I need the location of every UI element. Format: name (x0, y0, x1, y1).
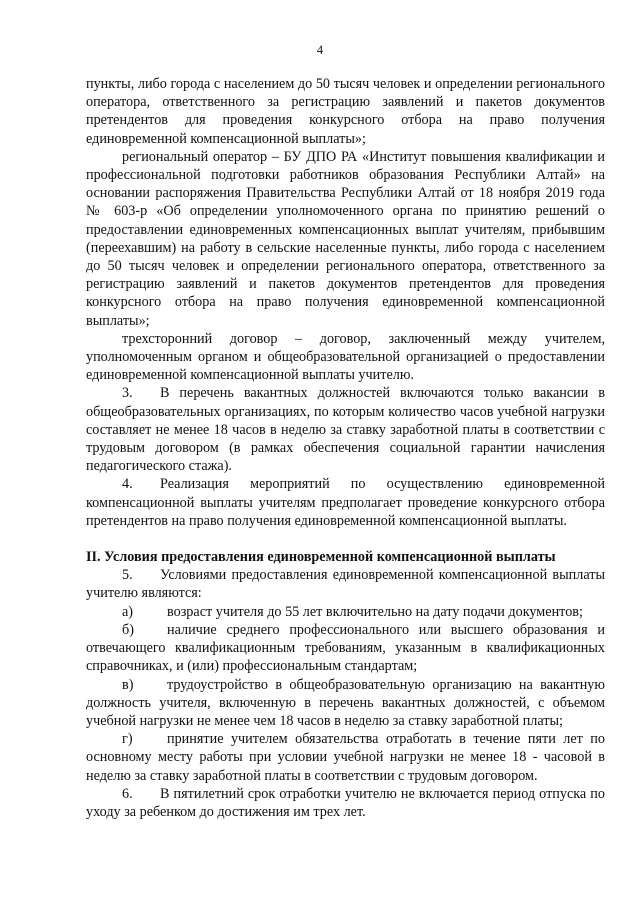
subclause-v (86, 676, 605, 731)
paragraph-text: пункты, либо города с населением до 50 тысяч человек и определении регионального оператора, ответственного за регистрацию заявлений и пакетов документов претендентов для проведения конкурсного отбора на право получения единовременной компенсационной выплаты»; (86, 76, 605, 147)
paragraph-text: трехсторонний договор – договор, заключенный между учителем, уполномоченным органом и общеобразовательной организацией о предоставлении единовременной компенсационной выплаты учителю. (86, 330, 605, 384)
clause-number: 4. (122, 476, 133, 493)
paragraph-text: трудоустройство в общеобразовательную организацию на вакантную должность учителя, включенную в перечень вакантных должностей, с объемом учебной нагрузки не менее чем 18 часов в неделю за ставку заработной платы; (86, 676, 605, 729)
subclause-b (86, 621, 605, 676)
clause-number: 6. (122, 785, 133, 802)
subclause-label: б) (122, 621, 134, 638)
paragraph-text: В перечень вакантных должностей включаются только вакансии в общеобразовательных организациях, по которым количество часов учебной нагрузки составляет не менее 18 часов в неделю за ставку заработной платы в соответствии с трудовым договором (в рамках обеспечения социальной гарантии начисления педагогического стажа). (86, 385, 605, 475)
subclause-label: г) (122, 731, 133, 748)
subclause-a (86, 603, 605, 621)
clause-3 (86, 384, 605, 475)
page-number: 4 (316, 43, 324, 57)
subclause-g (86, 730, 605, 785)
document-body (86, 75, 605, 821)
section-heading: II. Условия предоставления единовременной компенсационной выплаты (86, 549, 556, 566)
paragraph-text: принятие учителем обязательства отработать в течение пяти лет по основному месту работы при условии учебной нагрузки не менее 18 - часовой в неделю за ставку заработной платы в соответствии с трудовым договором. (86, 731, 605, 784)
subclause-label: а) (122, 603, 134, 620)
clause-6 (86, 785, 605, 821)
paragraph-continuation (86, 75, 605, 148)
paragraph-text: Условиями предоставления единовременной компенсационной выплаты учителю являются: (86, 567, 605, 602)
subclause-label: в) (122, 676, 134, 693)
paragraph-text: региональный оператор – БУ ДПО РА «Институт повышения квалификации и профессиональной подготовки работников образования Республики Алтай» на основании распоряжения Правительства Республики Алтай от 18 ноября 2019 года № 603-р «Об определении уполномоченного органа по принятию решений о предоставлении единовременных компенсационных выплат учителям, прибывшим (переехавшим) на работу в сельские населенные пункты, либо города с населением до 50 тысяч человек и определении регионального оператора, ответственного за регистрацию заявлений и пакетов документов претендентов для проведения конкурсного отбора на право получения единовременной компенсационной выплаты»; (86, 148, 605, 329)
clause-4 (86, 475, 605, 530)
clause-5 (86, 566, 605, 602)
paragraph-text: Реализация мероприятий по осуществлению единовременной компенсационной выплаты учителям предполагает проведение конкурсного отбора претендентов на право получения единовременной компенсационной выплаты. (86, 476, 605, 529)
clause-number: 5. (122, 567, 133, 584)
paragraph-text: возраст учителя до 55 лет включительно на дату подачи документов; (167, 603, 583, 620)
paragraph-text: В пятилетний срок отработки учителю не включается период отпуска по уходу за ребенком до достижения им трех лет. (86, 785, 605, 820)
definition-regional-operator (86, 148, 605, 330)
definition-tripartite-contract (86, 330, 605, 385)
paragraph-text: наличие среднего профессионального или высшего образования и отвечающего квалификационным требованиям, указанным в квалификационных справочниках, и (или) профессиональным стандартам; (86, 621, 605, 675)
clause-number: 3. (122, 385, 133, 402)
